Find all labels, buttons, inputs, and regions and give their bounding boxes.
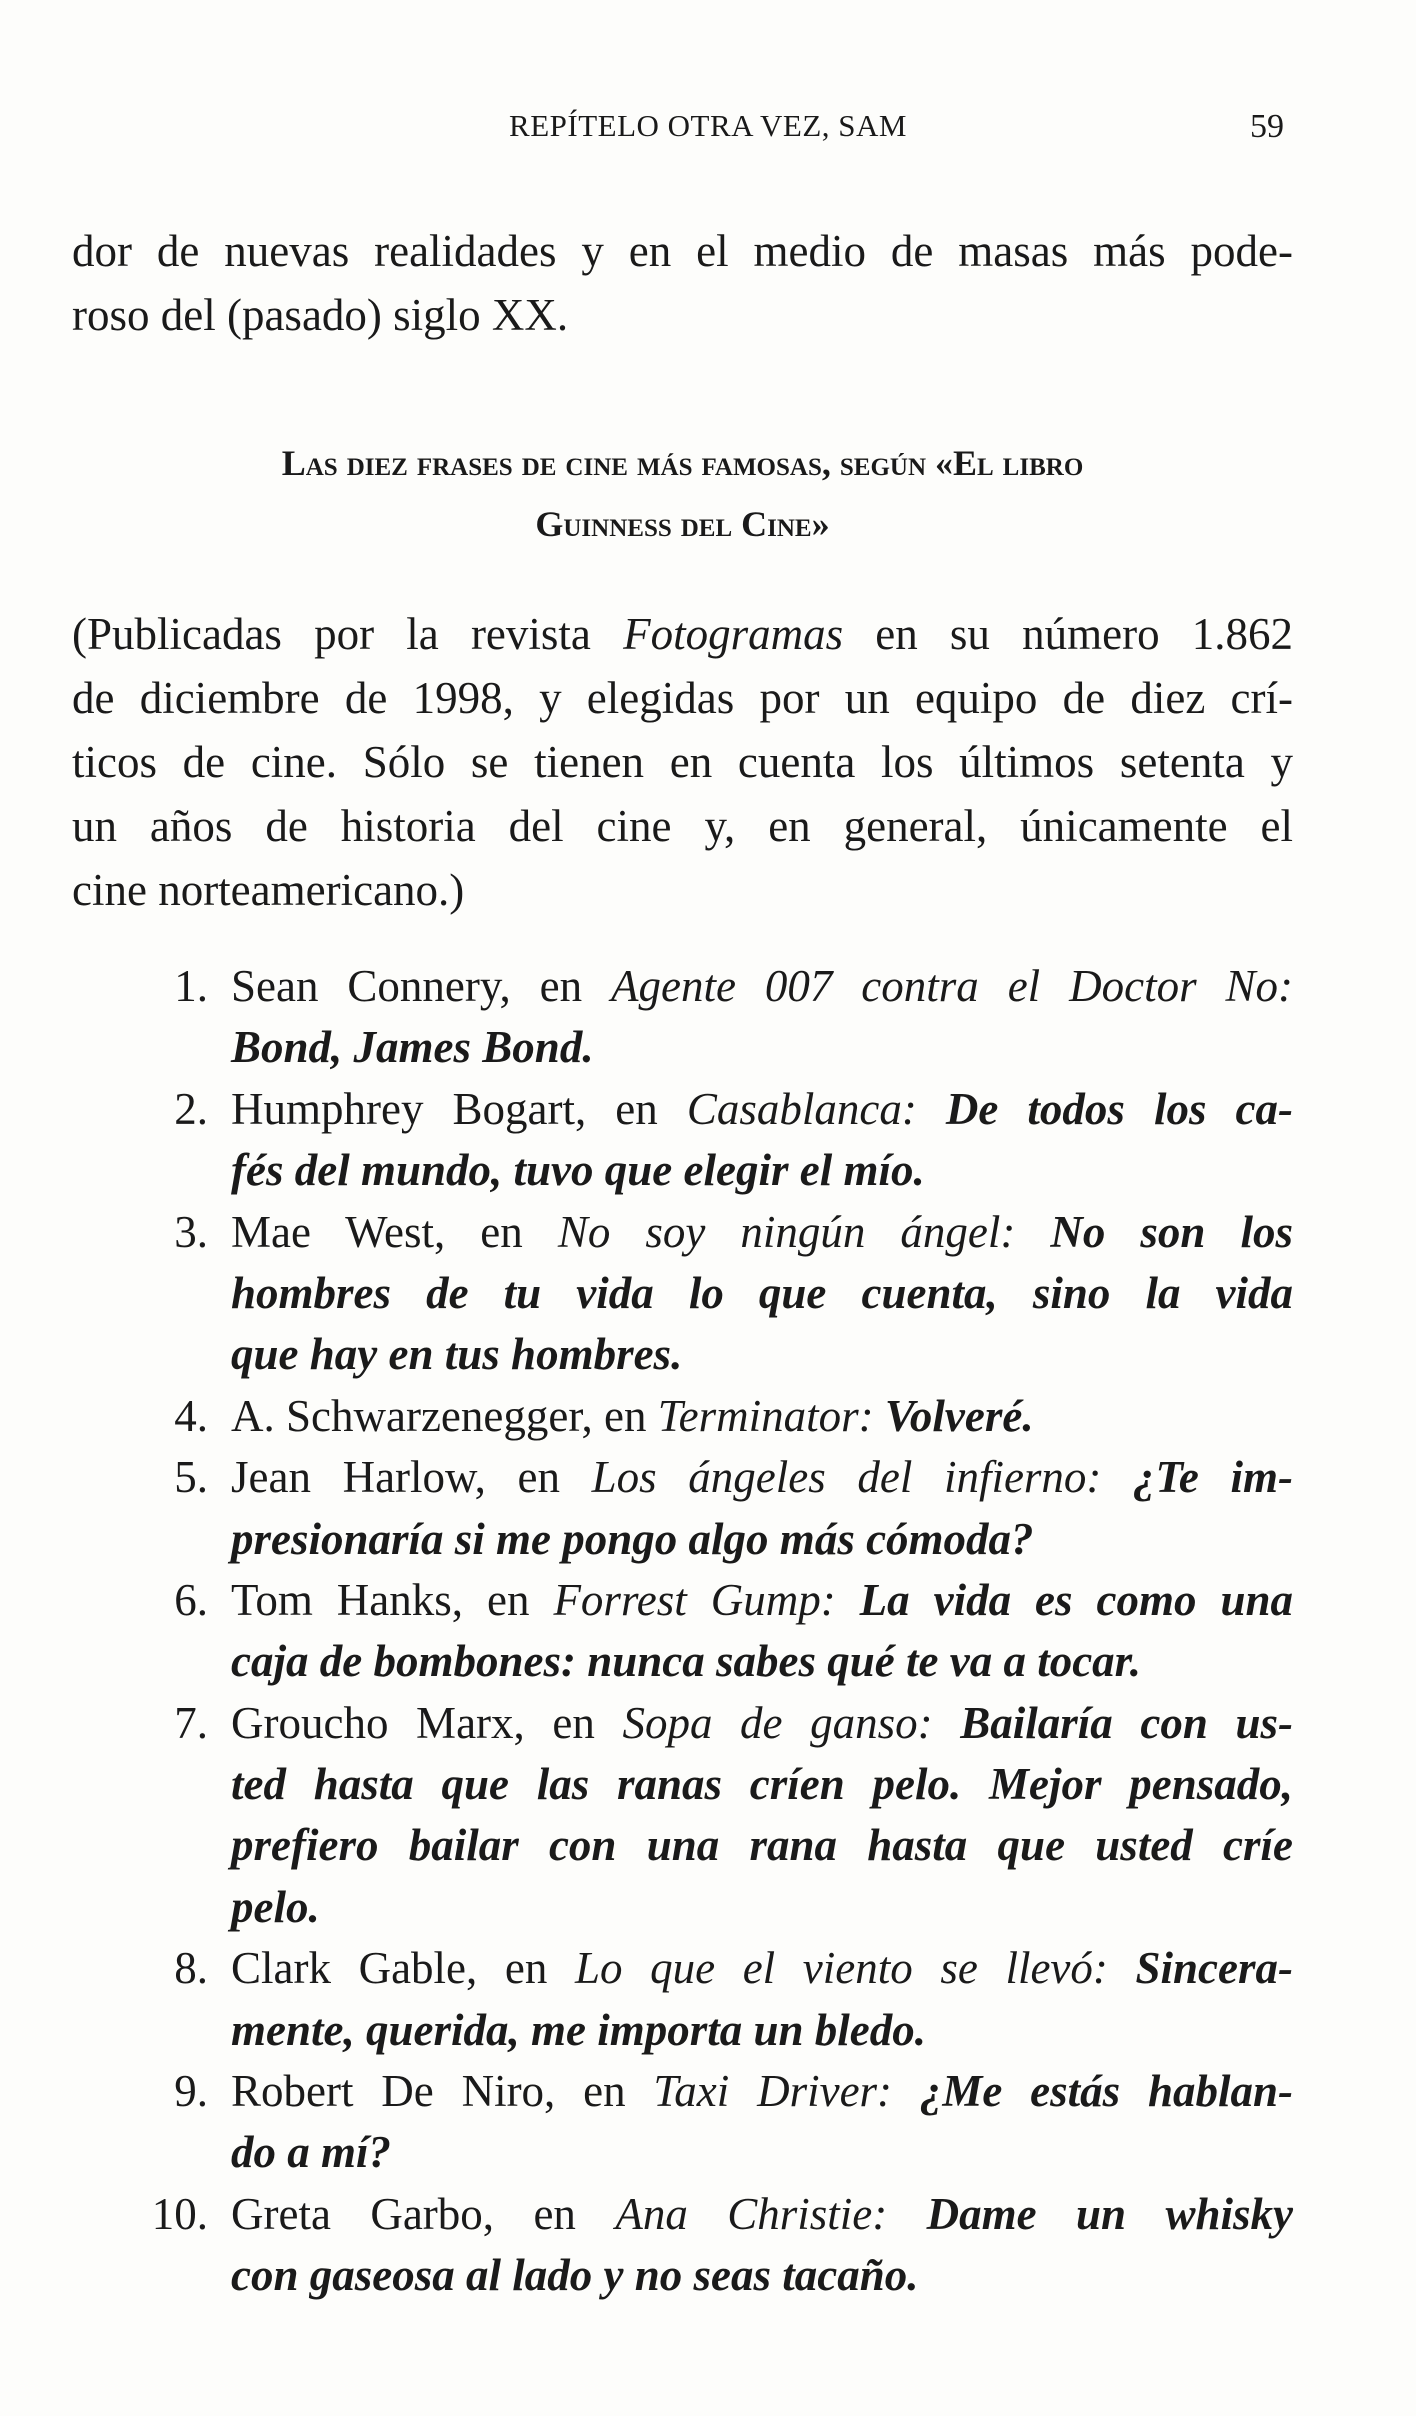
film-title: Agente 007 contra el Doctor No: — [611, 961, 1294, 1011]
text-line — [231, 2184, 1293, 2245]
item-text — [231, 1202, 1293, 1386]
text-line — [231, 1447, 1293, 1508]
text-line — [72, 730, 1293, 794]
item-number: 5. — [174, 1452, 208, 1503]
section-heading — [72, 433, 1293, 555]
text-segment: un años de historia del cine y, en general, únicamente el — [72, 801, 1293, 851]
text-line — [231, 2000, 1293, 2061]
item-text — [231, 1570, 1293, 1693]
quotes-list — [0, 956, 1416, 2307]
text-line — [231, 2245, 1293, 2306]
film-title: Terminator: — [657, 1390, 874, 1441]
text-line — [231, 1140, 1293, 1201]
text-line — [231, 1631, 1293, 1692]
heading-line: Guinness del Cine» — [535, 504, 830, 544]
running-head-title: REPÍTELO OTRA VEZ, SAM — [509, 108, 907, 143]
text-line — [231, 1877, 1293, 1938]
text-line — [231, 2061, 1293, 2122]
text-line — [72, 602, 1293, 666]
text-segment: Mae West, en — [231, 1206, 558, 1257]
heading-line: Las diez frases de cine más famosas, según «El libro — [281, 443, 1084, 483]
quote-text: mente, querida, me importa un bledo. — [231, 2004, 927, 2055]
text-line — [231, 2122, 1293, 2183]
text-segment: cine norteamericano.) — [72, 865, 465, 915]
item-text — [231, 956, 1293, 1079]
quote-text: pelo. — [231, 1881, 320, 1932]
text-segment: Tom Hanks, en — [231, 1574, 554, 1625]
text-line — [231, 1017, 1293, 1078]
film-title: No soy ningún ángel: — [557, 1206, 1016, 1257]
text-line — [231, 1815, 1293, 1876]
quote-text: La vida es como una — [835, 1574, 1293, 1625]
quote-text: Bond, James Bond. — [231, 1022, 594, 1073]
item-number: 3. — [174, 1206, 208, 1257]
film-title: Casablanca: — [686, 1083, 917, 1134]
film-title: Taxi Driver: — [653, 2066, 893, 2117]
quote-text: hombres de tu vida lo que cuenta, sino la vida — [231, 1267, 1293, 1318]
text-line — [231, 1386, 1293, 1447]
quote-text: que hay en tus hombres. — [231, 1329, 683, 1380]
quote-text: ¿Te im- — [1101, 1452, 1293, 1503]
item-number: 9. — [174, 2066, 208, 2117]
list-item — [0, 1938, 1416, 2061]
list-item — [0, 1693, 1416, 1939]
item-number: 4. — [174, 1390, 208, 1441]
text-segment: ticos de cine. Sólo se tienen en cuenta los últimos setenta y — [72, 737, 1293, 787]
running-head — [0, 108, 1416, 154]
text-segment: (Publicadas por la revista — [72, 609, 624, 659]
text-segment: en su número 1.862 — [843, 609, 1294, 659]
text-segment: Clark Gable, en — [231, 1943, 575, 1994]
list-item — [0, 2061, 1416, 2184]
item-number: 8. — [174, 1943, 208, 1994]
quote-text: Bailaría con us- — [932, 1697, 1293, 1748]
list-item — [0, 1570, 1416, 1693]
page-number: 59 — [1250, 108, 1284, 145]
film-title: Forrest Gump: — [553, 1574, 836, 1625]
text-line — [231, 1324, 1293, 1385]
text-line — [231, 1693, 1293, 1754]
text-segment: Sean Connery, en — [231, 961, 612, 1011]
quote-text: caja de bombones: nunca sabes qué te va a tocar. — [231, 1636, 1141, 1687]
list-item — [0, 1202, 1416, 1386]
intro-paragraph — [72, 219, 1293, 347]
text-line — [231, 1202, 1293, 1263]
item-text — [231, 1693, 1293, 1939]
quote-text: No son los — [1015, 1206, 1293, 1257]
quote-text: ted hasta que las ranas críen pelo. Mejor pensado, — [231, 1759, 1293, 1810]
text-segment: Robert De Niro, en — [231, 2066, 654, 2117]
item-number: 6. — [174, 1574, 208, 1625]
list-item — [0, 2184, 1416, 2307]
text-line — [231, 1938, 1293, 1999]
item-number: 10. — [151, 2188, 208, 2239]
text-line — [231, 1570, 1293, 1631]
list-item — [0, 1079, 1416, 1202]
film-title: Ana Christie: — [615, 2188, 888, 2239]
text-segment: Humphrey Bogart, en — [231, 1083, 687, 1134]
quote-text: Dame un whisky — [887, 2188, 1293, 2239]
text-segment: Greta Garbo, en — [231, 2188, 616, 2239]
film-title: Fotogramas — [623, 609, 844, 659]
text-line: dor de nuevas realidades y en el medio de masas más pode- — [72, 226, 1293, 276]
item-text — [231, 2184, 1293, 2307]
item-text — [231, 1447, 1293, 1570]
text-line — [231, 1079, 1293, 1140]
film-title: Los ángeles del infierno: — [591, 1452, 1102, 1503]
text-line — [231, 1509, 1293, 1570]
text-line — [231, 956, 1293, 1017]
item-number: 7. — [174, 1697, 208, 1748]
item-number: 1. — [174, 961, 208, 1011]
text-line — [72, 794, 1293, 858]
quote-text: ¿Me estás hablan- — [892, 2066, 1294, 2117]
item-number: 2. — [174, 1083, 208, 1134]
text-line: roso del (pasado) siglo XX. — [72, 290, 569, 340]
quote-text: De todos los ca- — [916, 1083, 1293, 1134]
text-segment: A. Schwarzenegger, en — [231, 1390, 658, 1441]
film-title: Sopa de ganso: — [622, 1697, 933, 1748]
list-item — [0, 1386, 1416, 1447]
quote-text: do a mí? — [231, 2127, 392, 2178]
text-segment: Groucho Marx, en — [231, 1697, 623, 1748]
item-text — [231, 1079, 1293, 1202]
note-paragraph — [72, 602, 1293, 922]
text-line — [231, 1754, 1293, 1815]
list-item — [0, 956, 1416, 1079]
list-item — [0, 1447, 1416, 1570]
text-line — [72, 666, 1293, 730]
film-title: Lo que el viento se llevó: — [574, 1943, 1108, 1994]
quote-text: Volveré. — [873, 1390, 1034, 1441]
quote-text: prefiero bailar con una rana hasta que usted críe — [231, 1820, 1293, 1871]
text-segment: Jean Harlow, en — [231, 1452, 592, 1503]
text-line — [72, 858, 1293, 922]
quote-text: Sincera- — [1107, 1943, 1293, 1994]
text-segment: de diciembre de 1998, y elegidas por un equipo de diez crí- — [72, 673, 1293, 723]
item-text — [231, 1386, 1293, 1447]
quote-text: presionaría si me pongo algo más cómoda? — [231, 1513, 1034, 1564]
text-line — [231, 1263, 1293, 1324]
item-text — [231, 1938, 1293, 2061]
quote-text: fés del mundo, tuvo que elegir el mío. — [231, 1145, 925, 1196]
quote-text: con gaseosa al lado y no seas tacaño. — [231, 2250, 919, 2301]
item-text — [231, 2061, 1293, 2184]
